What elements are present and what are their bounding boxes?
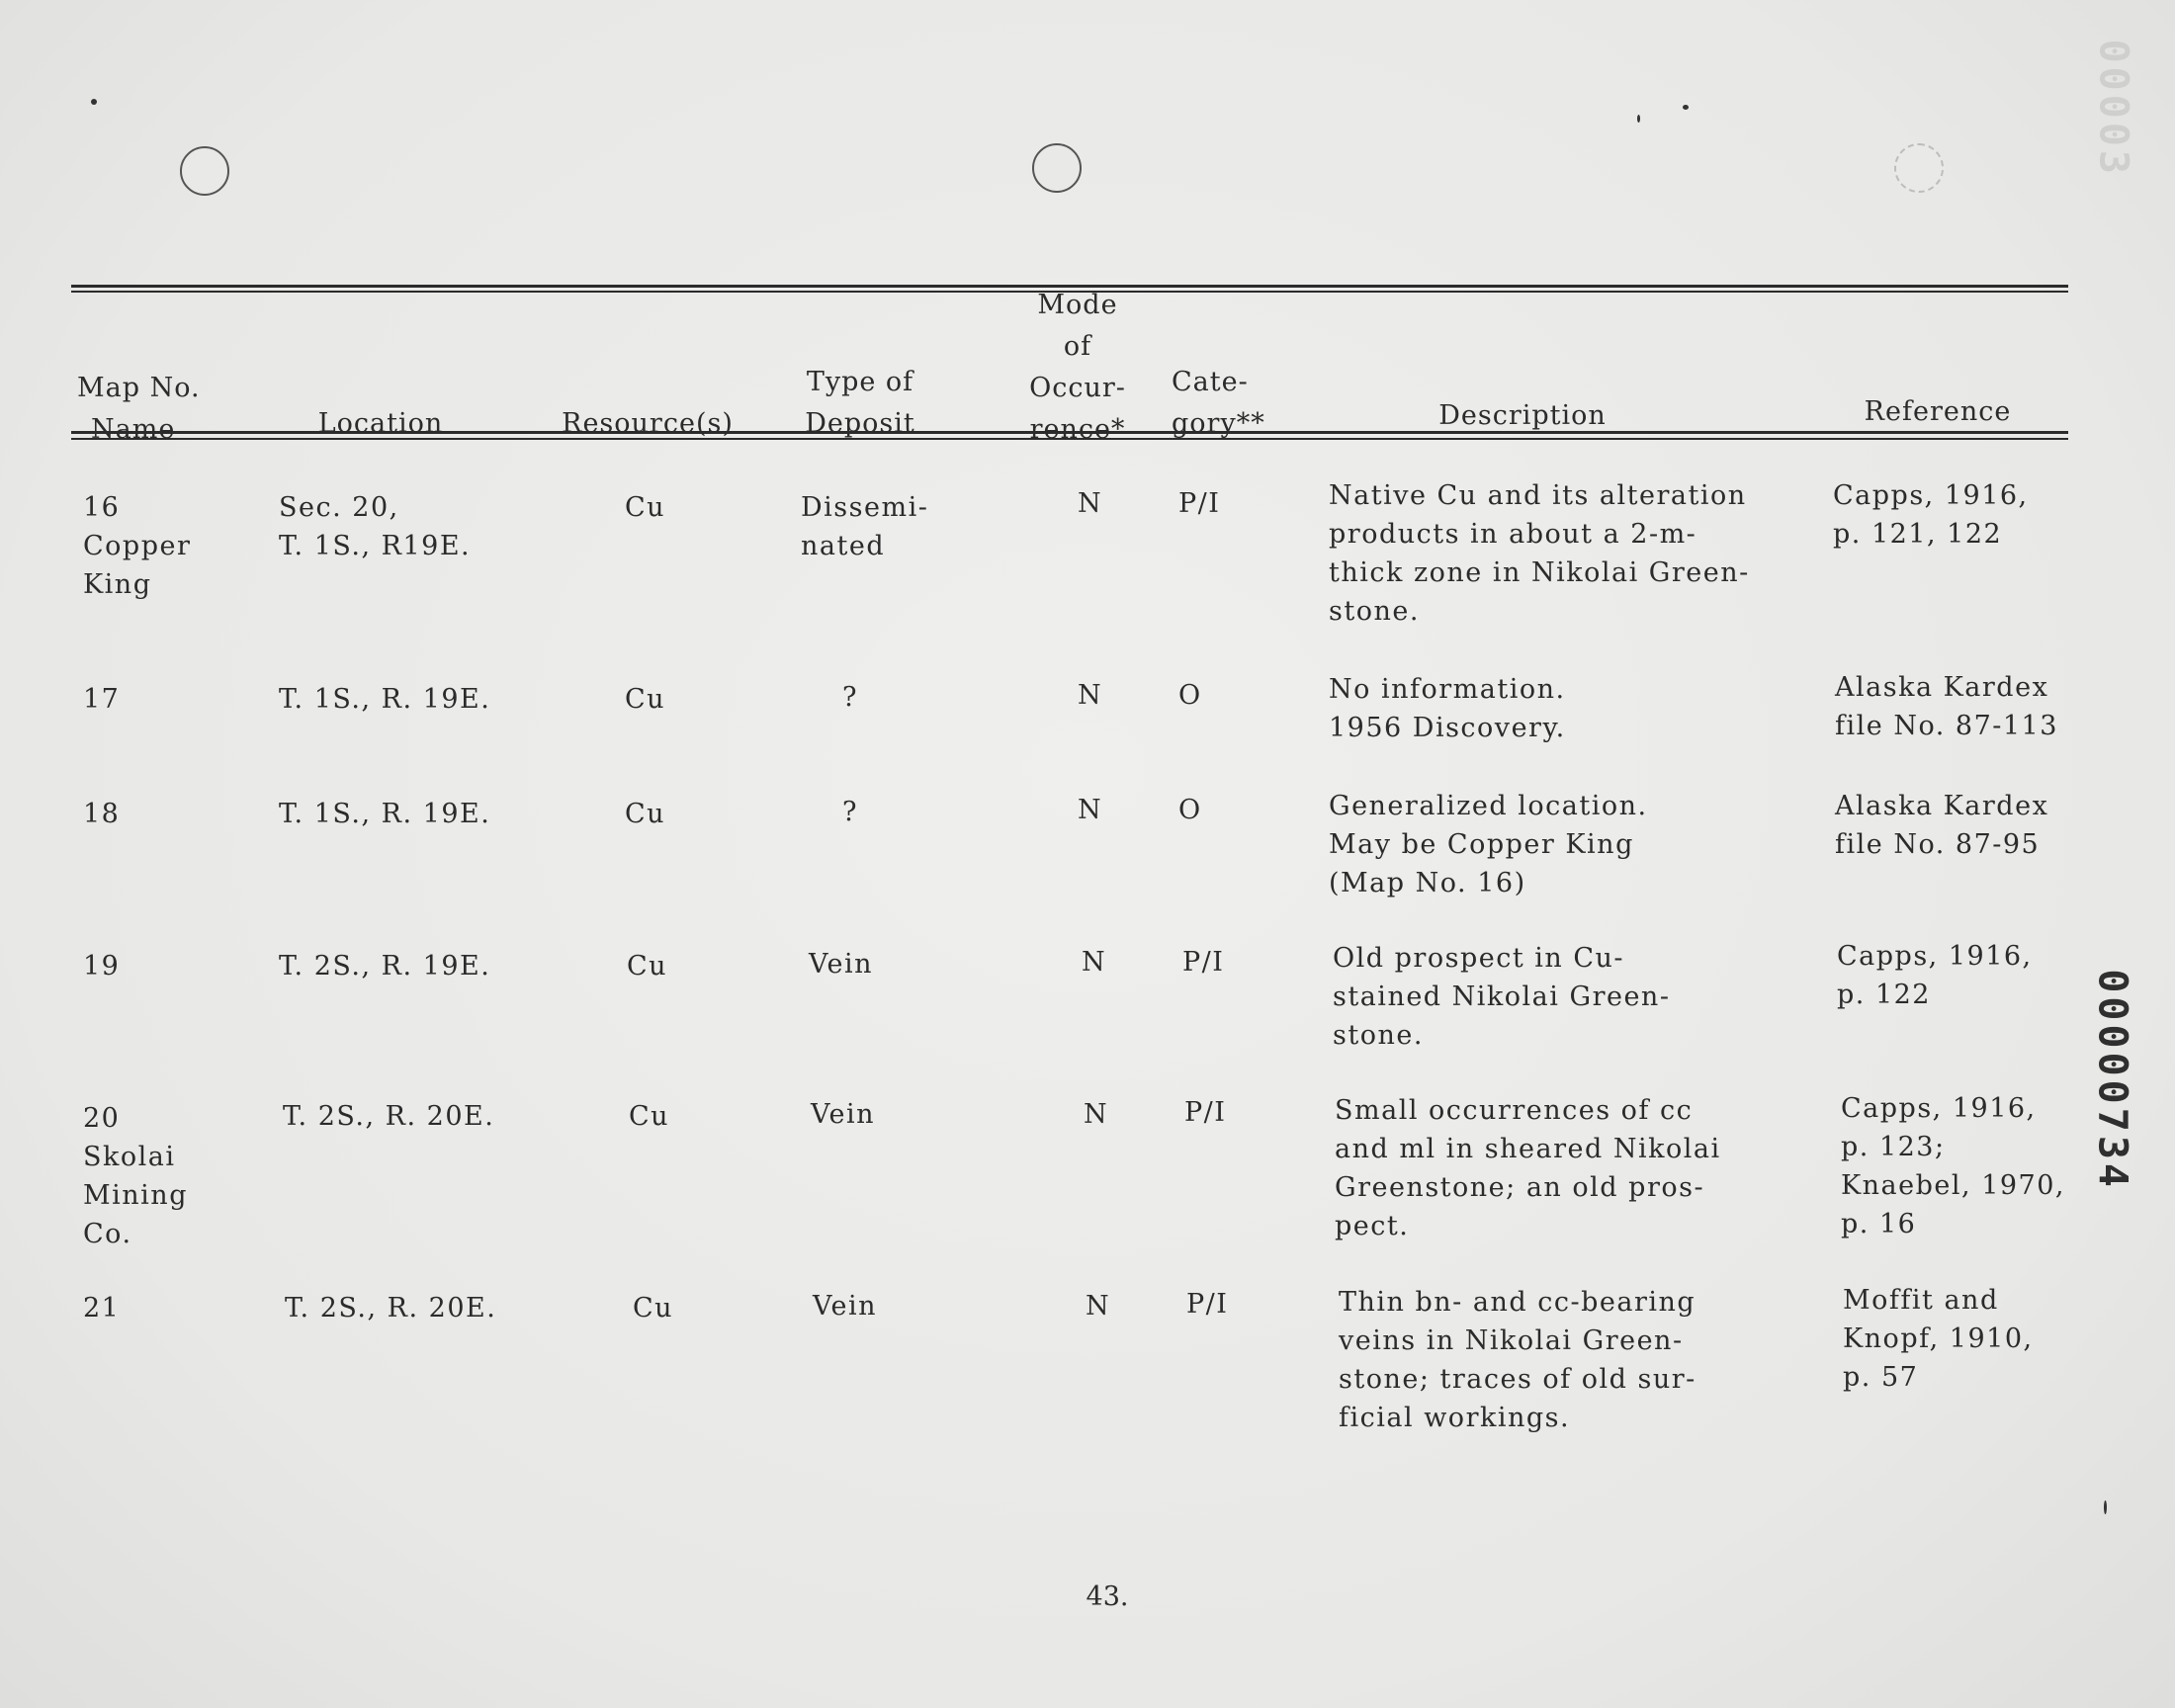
row-20-deposit: Vein [811, 1099, 876, 1130]
row-20-mode: N [1084, 1099, 1109, 1130]
row-16-reference: Capps, 1916, p. 121, 122 [1833, 480, 2029, 550]
header-of-label: of [1063, 331, 1092, 362]
document-stamp-number: 00000734 [2090, 969, 2135, 1191]
row-17-resource: Cu [625, 684, 666, 715]
header-name-label: Name [91, 414, 176, 445]
row-21-reference: Moffit and Knopf, 1910, p. 57 [1843, 1285, 2034, 1393]
row-19-mode: N [1082, 947, 1107, 978]
row-21-description: Thin bn- and cc-bearing veins in Nikolai Green- stone; traces of old sur- ficial workings. [1339, 1287, 1696, 1433]
header-map-no-name [77, 368, 255, 451]
row-16-description: Native Cu and its alteration products in about a 2-m- thick zone in Nikolai Green- stone. [1329, 480, 1750, 627]
row-17-mode: N [1078, 680, 1103, 711]
speck [2104, 1500, 2107, 1514]
page-number: 43. [1086, 1581, 1129, 1612]
row-21-resource: Cu [633, 1293, 674, 1324]
row-20-map-no-name: 20 Skolai Mining Co. [83, 1103, 188, 1249]
row-21-map-no-name: 21 [83, 1293, 121, 1324]
speck [1637, 115, 1640, 123]
header-map-no-label: Map No. [77, 373, 201, 403]
punch-hole-right [1894, 143, 1944, 193]
header-mode-label: Mode [1037, 290, 1118, 320]
speck [1683, 105, 1689, 110]
header-type-of-deposit [771, 362, 949, 445]
row-16-map-no-name: 16 Copper King [83, 492, 192, 600]
row-16-location: Sec. 20, T. 1S., R19E. [279, 492, 472, 561]
row-19-map-no-name: 19 [83, 951, 121, 982]
row-20-location: T. 2S., R. 20E. [283, 1101, 495, 1132]
row-20-category: P/I [1184, 1097, 1227, 1128]
row-16-category: P/I [1178, 488, 1221, 519]
row-17-location: T. 1S., R. 19E. [279, 684, 491, 715]
header-type-of-label: Type of [806, 367, 914, 397]
speck [91, 99, 97, 105]
row-18-reference: Alaska Kardex file No. 87-95 [1835, 791, 2049, 860]
row-20-reference: Capps, 1916, p. 123; Knaebel, 1970, p. 16 [1841, 1093, 2065, 1239]
row-16-deposit: Dissemi- nated [801, 492, 929, 561]
row-19-location: T. 2S., R. 19E. [279, 951, 491, 982]
ghost-stamp-number: 00003 [2090, 39, 2135, 178]
row-18-description: Generalized location. May be Copper King (Map No. 16) [1329, 791, 1648, 898]
row-18-mode: N [1078, 795, 1103, 825]
row-18-deposit: ? [842, 797, 858, 827]
header-category [1172, 362, 1310, 445]
header-mode-of-occurrence [1008, 285, 1147, 451]
header-rence-label: rence* [1029, 414, 1126, 445]
row-19-category: P/I [1182, 947, 1225, 978]
row-21-category: P/I [1186, 1289, 1229, 1320]
row-20-resource: Cu [629, 1101, 670, 1132]
row-16-mode: N [1078, 488, 1103, 519]
header-occur-label: Occur- [1029, 373, 1126, 403]
header-reference: Reference [1864, 396, 2012, 427]
row-17-deposit: ? [842, 682, 858, 713]
row-19-resource: Cu [627, 951, 668, 982]
header-resources: Resource(s) [562, 408, 734, 439]
row-19-deposit: Vein [809, 949, 874, 980]
row-17-map-no-name: 17 [83, 684, 121, 715]
row-19-description: Old prospect in Cu- stained Nikolai Green- stone. [1333, 943, 1671, 1051]
header-location: Location [317, 408, 444, 439]
header-cate-label: Cate- [1172, 367, 1249, 397]
row-16-resource: Cu [625, 492, 666, 523]
row-18-resource: Cu [625, 799, 666, 829]
punch-hole-left [180, 146, 229, 196]
header-deposit-label: Deposit [805, 408, 915, 439]
row-18-map-no-name: 18 [83, 799, 121, 829]
row-17-reference: Alaska Kardex file No. 87-113 [1835, 672, 2058, 741]
header-gory-label: gory** [1172, 408, 1265, 439]
row-19-reference: Capps, 1916, p. 122 [1837, 941, 2033, 1010]
row-17-description: No information. 1956 Discovery. [1329, 674, 1566, 743]
punch-hole-center [1032, 143, 1082, 193]
row-18-category: O [1178, 795, 1202, 825]
row-21-location: T. 2S., R. 20E. [285, 1293, 497, 1324]
row-18-location: T. 1S., R. 19E. [279, 799, 491, 829]
row-20-description: Small occurrences of cc and ml in sheared Nikolai Greenstone; an old pros- pect. [1335, 1095, 1721, 1241]
row-21-mode: N [1086, 1291, 1111, 1322]
row-21-deposit: Vein [813, 1291, 878, 1322]
row-17-category: O [1178, 680, 1202, 711]
header-description: Description [1438, 400, 1607, 431]
